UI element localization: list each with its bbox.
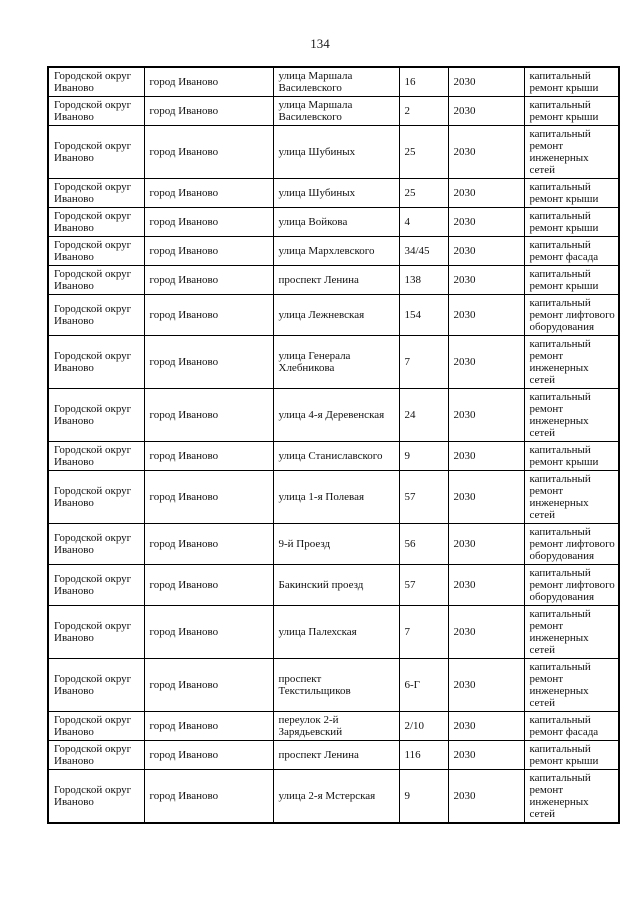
cell-house: 57 bbox=[399, 471, 448, 524]
cell-work: капитальный ремонт инженерных сетей bbox=[524, 770, 619, 824]
cell-house: 57 bbox=[399, 565, 448, 606]
cell-year: 2030 bbox=[448, 389, 524, 442]
cell-house: 7 bbox=[399, 606, 448, 659]
cell-house: 7 bbox=[399, 336, 448, 389]
cell-street: улица 2-я Мстерская bbox=[273, 770, 399, 824]
cell-district: Городской округ Иваново bbox=[48, 126, 144, 179]
table-row bbox=[48, 179, 619, 208]
cell-house: 2/10 bbox=[399, 712, 448, 741]
cell-city: город Иваново bbox=[144, 524, 273, 565]
cell-district: Городской округ Иваново bbox=[48, 208, 144, 237]
cell-street: улица Шубиных bbox=[273, 179, 399, 208]
table-row bbox=[48, 712, 619, 741]
cell-house: 116 bbox=[399, 741, 448, 770]
cell-city: город Иваново bbox=[144, 659, 273, 712]
cell-city: город Иваново bbox=[144, 295, 273, 336]
cell-street: Бакинский проезд bbox=[273, 565, 399, 606]
cell-district: Городской округ Иваново bbox=[48, 741, 144, 770]
cell-house: 34/45 bbox=[399, 237, 448, 266]
cell-year: 2030 bbox=[448, 237, 524, 266]
cell-district: Городской округ Иваново bbox=[48, 659, 144, 712]
cell-district: Городской округ Иваново bbox=[48, 471, 144, 524]
cell-work: капитальный ремонт крыши bbox=[524, 741, 619, 770]
table-row bbox=[48, 442, 619, 471]
cell-city: город Иваново bbox=[144, 336, 273, 389]
cell-city: город Иваново bbox=[144, 389, 273, 442]
cell-house: 4 bbox=[399, 208, 448, 237]
cell-work: капитальный ремонт фасада bbox=[524, 712, 619, 741]
cell-city: город Иваново bbox=[144, 770, 273, 824]
table-row bbox=[48, 97, 619, 126]
capital-repairs-table-body bbox=[48, 67, 619, 823]
cell-city: город Иваново bbox=[144, 179, 273, 208]
cell-street: улица Мархлевского bbox=[273, 237, 399, 266]
cell-work: капитальный ремонт крыши bbox=[524, 442, 619, 471]
cell-house: 56 bbox=[399, 524, 448, 565]
table-row bbox=[48, 237, 619, 266]
table-row bbox=[48, 389, 619, 442]
cell-house: 2 bbox=[399, 97, 448, 126]
table-row bbox=[48, 471, 619, 524]
table-row bbox=[48, 565, 619, 606]
cell-year: 2030 bbox=[448, 442, 524, 471]
cell-district: Городской округ Иваново bbox=[48, 295, 144, 336]
cell-work: капитальный ремонт крыши bbox=[524, 179, 619, 208]
cell-city: город Иваново bbox=[144, 712, 273, 741]
cell-street: улица Палехская bbox=[273, 606, 399, 659]
cell-district: Городской округ Иваново bbox=[48, 266, 144, 295]
cell-year: 2030 bbox=[448, 179, 524, 208]
cell-city: город Иваново bbox=[144, 97, 273, 126]
cell-street: улица Генерала Хлебникова bbox=[273, 336, 399, 389]
cell-year: 2030 bbox=[448, 208, 524, 237]
cell-work: капитальный ремонт инженерных сетей bbox=[524, 126, 619, 179]
cell-district: Городской округ Иваново bbox=[48, 565, 144, 606]
table-row bbox=[48, 126, 619, 179]
cell-district: Городской округ Иваново bbox=[48, 606, 144, 659]
cell-year: 2030 bbox=[448, 336, 524, 389]
cell-district: Городской округ Иваново bbox=[48, 389, 144, 442]
cell-year: 2030 bbox=[448, 471, 524, 524]
cell-house: 9 bbox=[399, 442, 448, 471]
table-row bbox=[48, 67, 619, 97]
table-row bbox=[48, 266, 619, 295]
cell-work: капитальный ремонт лифтового оборудования bbox=[524, 524, 619, 565]
cell-house: 25 bbox=[399, 126, 448, 179]
table-row bbox=[48, 606, 619, 659]
table-row bbox=[48, 336, 619, 389]
cell-city: город Иваново bbox=[144, 126, 273, 179]
cell-street: улица Маршала Василевского bbox=[273, 97, 399, 126]
cell-city: город Иваново bbox=[144, 237, 273, 266]
cell-district: Городской округ Иваново bbox=[48, 179, 144, 208]
cell-work: капитальный ремонт инженерных сетей bbox=[524, 471, 619, 524]
cell-year: 2030 bbox=[448, 524, 524, 565]
page-number: 134 bbox=[310, 36, 330, 51]
cell-street: улица 1-я Полевая bbox=[273, 471, 399, 524]
cell-district: Городской округ Иваново bbox=[48, 67, 144, 97]
cell-city: город Иваново bbox=[144, 471, 273, 524]
cell-district: Городской округ Иваново bbox=[48, 442, 144, 471]
cell-district: Городской округ Иваново bbox=[48, 524, 144, 565]
cell-work: капитальный ремонт фасада bbox=[524, 237, 619, 266]
cell-street: переулок 2-й Зарядьевский bbox=[273, 712, 399, 741]
cell-district: Городской округ Иваново bbox=[48, 770, 144, 824]
cell-street: улица Станиславского bbox=[273, 442, 399, 471]
cell-street: улица Войкова bbox=[273, 208, 399, 237]
cell-city: город Иваново bbox=[144, 208, 273, 237]
cell-street: улица Лежневская bbox=[273, 295, 399, 336]
cell-year: 2030 bbox=[448, 741, 524, 770]
cell-city: город Иваново bbox=[144, 266, 273, 295]
cell-year: 2030 bbox=[448, 126, 524, 179]
cell-work: капитальный ремонт инженерных сетей bbox=[524, 659, 619, 712]
cell-work: капитальный ремонт крыши bbox=[524, 208, 619, 237]
table-row bbox=[48, 659, 619, 712]
cell-year: 2030 bbox=[448, 266, 524, 295]
capital-repairs-table bbox=[47, 66, 620, 824]
table-row bbox=[48, 741, 619, 770]
cell-house: 9 bbox=[399, 770, 448, 824]
table-row bbox=[48, 770, 619, 824]
cell-street: 9-й Проезд bbox=[273, 524, 399, 565]
cell-work: капитальный ремонт инженерных сетей bbox=[524, 389, 619, 442]
table-row bbox=[48, 295, 619, 336]
cell-work: капитальный ремонт крыши bbox=[524, 97, 619, 126]
cell-city: город Иваново bbox=[144, 606, 273, 659]
cell-house: 25 bbox=[399, 179, 448, 208]
cell-year: 2030 bbox=[448, 295, 524, 336]
cell-house: 154 bbox=[399, 295, 448, 336]
cell-year: 2030 bbox=[448, 770, 524, 824]
cell-street: улица Шубиных bbox=[273, 126, 399, 179]
cell-work: капитальный ремонт инженерных сетей bbox=[524, 606, 619, 659]
cell-year: 2030 bbox=[448, 67, 524, 97]
cell-year: 2030 bbox=[448, 97, 524, 126]
cell-work: капитальный ремонт инженерных сетей bbox=[524, 336, 619, 389]
cell-year: 2030 bbox=[448, 712, 524, 741]
table-row bbox=[48, 524, 619, 565]
table-row bbox=[48, 208, 619, 237]
cell-house: 6-Г bbox=[399, 659, 448, 712]
cell-work: капитальный ремонт лифтового оборудования bbox=[524, 565, 619, 606]
cell-city: город Иваново bbox=[144, 442, 273, 471]
cell-street: улица Маршала Василевского bbox=[273, 67, 399, 97]
cell-year: 2030 bbox=[448, 565, 524, 606]
cell-street: проспект Ленина bbox=[273, 266, 399, 295]
cell-work: капитальный ремонт крыши bbox=[524, 67, 619, 97]
cell-street: проспект Ленина bbox=[273, 741, 399, 770]
cell-house: 16 bbox=[399, 67, 448, 97]
cell-district: Городской округ Иваново bbox=[48, 712, 144, 741]
cell-house: 138 bbox=[399, 266, 448, 295]
cell-district: Городской округ Иваново bbox=[48, 336, 144, 389]
cell-district: Городской округ Иваново bbox=[48, 97, 144, 126]
cell-city: город Иваново bbox=[144, 565, 273, 606]
cell-city: город Иваново bbox=[144, 67, 273, 97]
cell-street: проспект Текстильщиков bbox=[273, 659, 399, 712]
cell-city: город Иваново bbox=[144, 741, 273, 770]
cell-work: капитальный ремонт лифтового оборудования bbox=[524, 295, 619, 336]
cell-house: 24 bbox=[399, 389, 448, 442]
cell-year: 2030 bbox=[448, 606, 524, 659]
cell-district: Городской округ Иваново bbox=[48, 237, 144, 266]
cell-work: капитальный ремонт крыши bbox=[524, 266, 619, 295]
cell-year: 2030 bbox=[448, 659, 524, 712]
cell-street: улица 4-я Деревенская bbox=[273, 389, 399, 442]
